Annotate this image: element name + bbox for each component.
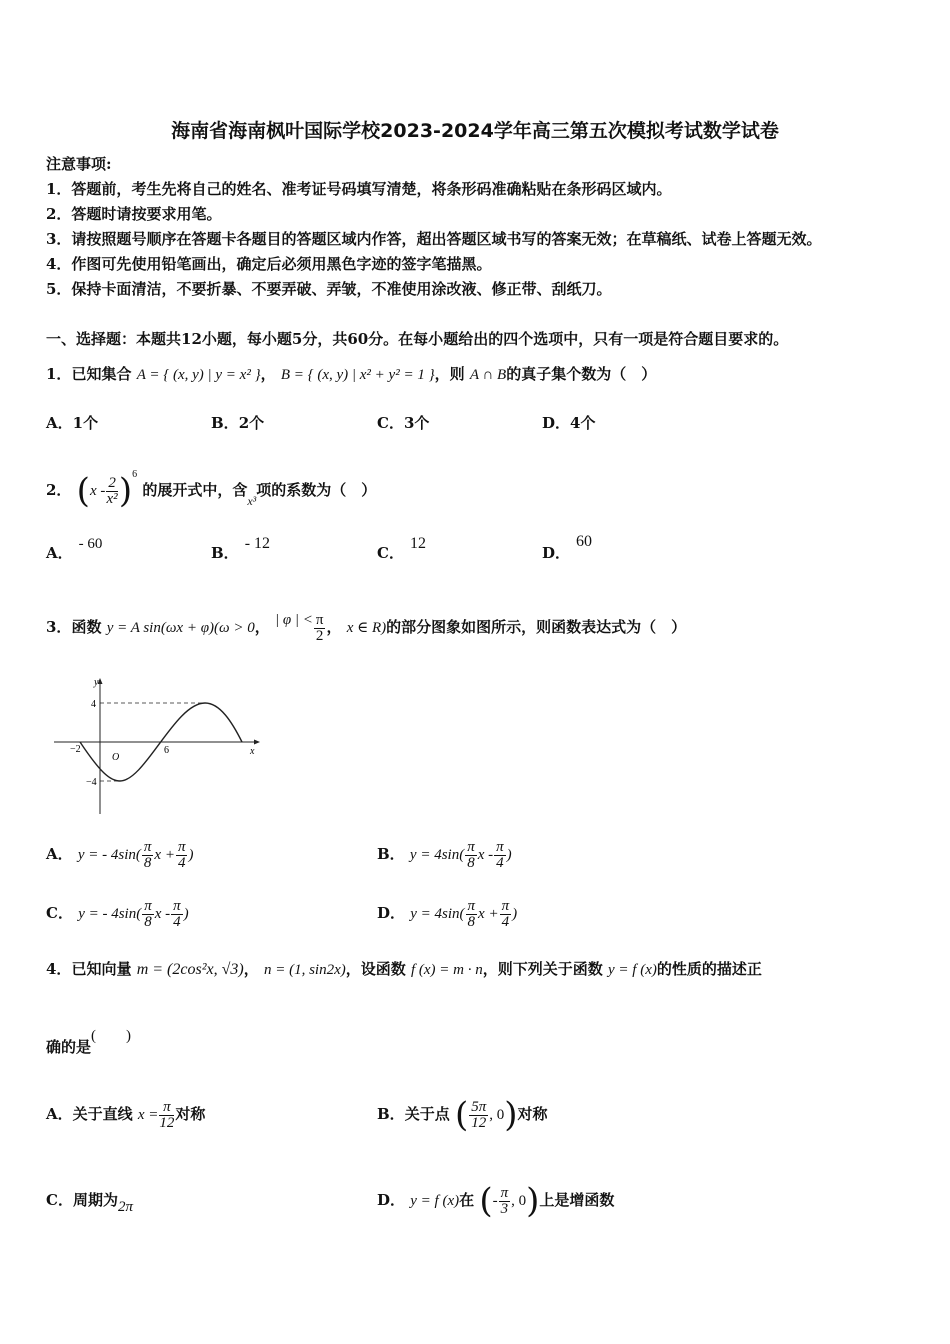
q2-frac-den: x² bbox=[106, 490, 118, 507]
q4-pre: 已知向量 bbox=[71, 960, 132, 978]
y-tick-4: 4 bbox=[91, 699, 96, 710]
q2-option-b bbox=[211, 532, 271, 562]
q3-option-a-frac1 bbox=[142, 840, 154, 871]
q4-d-den: 3 bbox=[500, 1200, 509, 1217]
q4-function: f (x) = m · n bbox=[410, 962, 483, 978]
q4-c3: ，则下列关于函数 bbox=[482, 960, 603, 978]
q3-option-d bbox=[377, 893, 517, 933]
q3-d-f1-num: π bbox=[467, 897, 476, 914]
q4-option-b-label: B． bbox=[377, 1105, 405, 1123]
q3-b-f1-den: 8 bbox=[467, 854, 475, 871]
q1-post: ，则 bbox=[434, 365, 465, 383]
q2-term: x³ bbox=[247, 494, 257, 508]
q3-option-c-frac2 bbox=[171, 899, 183, 930]
q1-option-b-label: B． bbox=[211, 414, 239, 432]
q3-a-f1-num: π bbox=[143, 838, 152, 855]
q3-c-f2-num: π bbox=[173, 897, 181, 914]
q3-domain: x ∈ R) bbox=[346, 620, 387, 636]
q3-b-f1-num: π bbox=[467, 838, 475, 855]
q1-pre: 已知集合 bbox=[71, 365, 132, 383]
q4-d-num: π bbox=[500, 1184, 509, 1201]
q4-b-num: 5π bbox=[471, 1098, 487, 1115]
q3-option-d-frac2 bbox=[500, 899, 512, 930]
q2-number: 2． bbox=[46, 481, 72, 499]
q4-d-minus: - bbox=[492, 1193, 498, 1209]
q3-option-a-post: ) bbox=[188, 847, 194, 863]
q3-option-a-pre: y = - 4sin( bbox=[77, 847, 141, 863]
q4-option-a-pre: 关于直线 bbox=[72, 1105, 133, 1123]
q4-a-den: 12 bbox=[159, 1114, 175, 1131]
q1-option-b-text: 2个 bbox=[238, 414, 265, 432]
q4-option-d-post: 上是增函数 bbox=[539, 1191, 615, 1209]
q1-set-b: B = { (x, y) | x² + y² = 1 } bbox=[280, 367, 435, 383]
q2-end: 项的系数为（ ） bbox=[256, 481, 377, 499]
q4-answer-paren: ( ) bbox=[91, 1028, 132, 1044]
q3-option-d-pre: y = 4sin( bbox=[410, 906, 465, 922]
q2-option-a-text: - 60 bbox=[78, 536, 103, 552]
q3-function: y = A sin(ωx + φ)(ω > 0 bbox=[106, 620, 255, 636]
q3-c2: ， bbox=[326, 618, 342, 636]
q3-a-f2-num: π bbox=[177, 838, 186, 855]
q3-pre: 函数 bbox=[71, 618, 102, 636]
q2-option-b-text: - 12 bbox=[244, 535, 271, 552]
x-tick-neg2: −2 bbox=[70, 744, 81, 755]
note-item-2: 2．答题时请按要求用笔。 bbox=[46, 205, 222, 223]
q3-a-f2-den: 4 bbox=[177, 854, 186, 871]
q3-option-a-frac2 bbox=[176, 840, 188, 871]
q4-b-open-paren: ( bbox=[454, 1095, 469, 1135]
q3-option-b-frac2 bbox=[494, 840, 506, 871]
q4-option-c-label: C． bbox=[46, 1191, 73, 1209]
y-axis-label: y bbox=[94, 677, 99, 688]
note-item-1: 1．答题前，考生先将自己的姓名、准考证号码填写清楚，将条形码准确粘贴在条形码区域内。 bbox=[46, 180, 672, 198]
q1-option-d-text: 4个 bbox=[570, 414, 596, 432]
q4-vector-n: n = (1, sin2x) bbox=[263, 962, 346, 978]
q2-mid: 的展开式中，含 bbox=[142, 481, 248, 499]
q3-option-a-mid: x + bbox=[154, 847, 175, 863]
q3-pi-num: π bbox=[315, 611, 324, 628]
q3-c-f2-den: 4 bbox=[173, 913, 181, 930]
q4-d-open-paren: ( bbox=[479, 1181, 493, 1221]
q3-phi: | φ | < bbox=[274, 612, 313, 628]
q2-option-c-text: 12 bbox=[409, 535, 426, 552]
q4-yf: y = f (x) bbox=[608, 962, 657, 978]
q4-b-close-paren: ) bbox=[504, 1095, 518, 1135]
section-heading: 一、选择题：本题共12小题，每小题5分，共60分。在每小题给出的四个选项中，只有一项是符合题目要求的。 bbox=[46, 330, 789, 348]
q2-option-c-label: C． bbox=[377, 544, 404, 562]
q4-number: 4． bbox=[46, 960, 72, 978]
q4-option-a bbox=[46, 1092, 205, 1136]
q3-d-f1-den: 8 bbox=[467, 913, 476, 930]
q2-option-d-label: D． bbox=[542, 544, 571, 562]
q4-d-tail: , 0 bbox=[511, 1193, 527, 1209]
q1-option-c-text: 3个 bbox=[403, 414, 430, 432]
q2-fraction bbox=[106, 476, 118, 507]
q2-close-paren: ) bbox=[118, 471, 133, 511]
q3-option-a bbox=[46, 834, 193, 874]
q1-option-c-label: C． bbox=[377, 414, 404, 432]
q3-c-f1-num: π bbox=[144, 897, 152, 914]
q1-set-a: A = { (x, y) | y = x² } bbox=[136, 367, 261, 383]
q3-option-c-post: ) bbox=[183, 906, 189, 922]
note-item-3: 3．请按照题号顺序在答题卡各题目的答题区域内作答，超出答题区域书写的答案无效；在草稿纸、试卷上答题无效。 bbox=[46, 230, 822, 248]
q1-number: 1． bbox=[46, 365, 72, 383]
y-tick-neg4: −4 bbox=[86, 777, 97, 788]
question-1 bbox=[46, 363, 656, 384]
x-tick-6: 6 bbox=[164, 745, 169, 756]
q4-option-a-frac bbox=[159, 1100, 174, 1131]
q2-option-d bbox=[542, 530, 593, 562]
q4-option-c bbox=[46, 1178, 133, 1222]
q4-option-a-x: x = bbox=[137, 1107, 159, 1123]
note-item-5: 5．保持卡面清洁，不要折暴、不要弄破、弄皱，不准使用涂改液、修正带、刮纸刀。 bbox=[46, 280, 612, 298]
q3-option-a-label: A． bbox=[46, 845, 73, 863]
q4-vector-m: m = (2cos²x, √3) bbox=[136, 961, 244, 978]
q1-option-d bbox=[542, 412, 595, 433]
q2-power: 6 bbox=[132, 469, 138, 480]
q3-d-f2-num: π bbox=[501, 897, 510, 914]
q2-option-a-label: A． bbox=[46, 544, 73, 562]
q3-option-c-pre: y = - 4sin( bbox=[78, 906, 142, 922]
q3-option-d-frac1 bbox=[466, 899, 478, 930]
q4-line2 bbox=[46, 1026, 131, 1056]
q3-end: 的部分图象如图所示，则函数表达式为（ ） bbox=[386, 618, 687, 636]
q4-option-b-post: 对称 bbox=[517, 1105, 548, 1123]
q3-number: 3． bbox=[46, 618, 72, 636]
q4-c1: ， bbox=[243, 960, 259, 978]
q1-option-a-label: A． bbox=[46, 414, 73, 432]
q3-c1: ， bbox=[254, 618, 270, 636]
q3-option-d-label: D． bbox=[377, 904, 406, 922]
q3-option-b-label: B． bbox=[377, 845, 405, 863]
q2-option-a bbox=[46, 532, 103, 562]
q4-d-close-paren: ) bbox=[526, 1181, 540, 1221]
q1-sep: ， bbox=[260, 365, 276, 383]
q2-open-paren: ( bbox=[76, 471, 90, 511]
q4-option-c-pre: 周期为 bbox=[72, 1191, 118, 1209]
q3-option-b-frac1 bbox=[465, 840, 477, 871]
exam-title: 海南省海南枫叶国际学校2023-2024学年高三第五次模拟考试数学试卷 bbox=[171, 120, 779, 142]
q3-option-d-post: ) bbox=[512, 906, 518, 922]
q2-option-c bbox=[377, 532, 426, 562]
q4-b-den: 12 bbox=[471, 1114, 487, 1131]
q1-option-a-text: 1个 bbox=[72, 414, 99, 432]
x-axis-arrow bbox=[254, 740, 260, 745]
q1-option-a bbox=[46, 412, 98, 433]
q1-intersection: A ∩ B bbox=[469, 367, 507, 383]
q3-option-b-post: ) bbox=[506, 847, 512, 863]
q1-end: 的真子集个数为（ ） bbox=[506, 365, 657, 383]
q4-a-num: π bbox=[159, 1100, 174, 1116]
question-3 bbox=[46, 598, 686, 642]
q4-option-b-frac bbox=[469, 1100, 488, 1131]
q4-c2: ，设函数 bbox=[345, 960, 406, 978]
q2-frac-num: 2 bbox=[108, 474, 116, 491]
q3-option-c-label: C． bbox=[46, 904, 73, 922]
q1-option-d-label: D． bbox=[542, 414, 571, 432]
q4-option-b-pre: 关于点 bbox=[404, 1105, 450, 1123]
question-4 bbox=[46, 952, 762, 986]
q4-b-tail: , 0 bbox=[489, 1107, 505, 1123]
q4-option-a-post: 对称 bbox=[175, 1105, 206, 1123]
q4-option-c-value: 2π bbox=[117, 1199, 133, 1215]
q4-end: 的性质的描述正 bbox=[656, 960, 762, 978]
q3-pi-den: 2 bbox=[315, 627, 324, 644]
q3-d-f2-den: 4 bbox=[501, 913, 510, 930]
q1-option-b bbox=[211, 412, 264, 433]
q4-line2-text: 确的是 bbox=[46, 1038, 92, 1056]
q2-expr-x: x - bbox=[89, 483, 106, 499]
q3-option-d-mid: x + bbox=[478, 906, 499, 922]
q1-option-c bbox=[377, 412, 429, 433]
q3-option-b-mid: x - bbox=[477, 847, 494, 863]
q3-c-f1-den: 8 bbox=[144, 913, 152, 930]
q4-option-b bbox=[377, 1092, 548, 1136]
q3-option-c bbox=[46, 893, 189, 933]
notes-heading: 注意事项: bbox=[46, 155, 112, 173]
q2-option-d-text: 60 bbox=[576, 533, 593, 550]
q4-option-d-frac bbox=[499, 1186, 511, 1217]
question-2 bbox=[46, 452, 377, 511]
q3-b-f2-num: π bbox=[496, 838, 504, 855]
q3-b-f2-den: 4 bbox=[496, 854, 504, 871]
q4-option-d-label: D． bbox=[377, 1191, 406, 1209]
q3-option-c-frac1 bbox=[142, 899, 154, 930]
q3-option-c-mid: x - bbox=[154, 906, 171, 922]
q3-pi-fraction bbox=[314, 613, 326, 644]
q3-a-f1-den: 8 bbox=[143, 854, 152, 871]
x-axis-label: x bbox=[250, 746, 255, 757]
origin-label: O bbox=[112, 752, 120, 763]
q4-option-a-label: A． bbox=[46, 1105, 73, 1123]
q4-option-d-in: 在 bbox=[459, 1191, 475, 1209]
q2-option-b-label: B． bbox=[211, 544, 239, 562]
note-item-4: 4．作图可先使用铅笔画出，确定后必须用黑色字迹的签字笔描黑。 bbox=[46, 255, 492, 273]
q3-option-b bbox=[377, 834, 512, 874]
q3-option-b-pre: y = 4sin( bbox=[409, 847, 465, 863]
q4-option-d-y: y = f (x) bbox=[410, 1193, 460, 1209]
q3-sine-graph bbox=[50, 672, 265, 817]
q4-option-d bbox=[377, 1178, 614, 1222]
